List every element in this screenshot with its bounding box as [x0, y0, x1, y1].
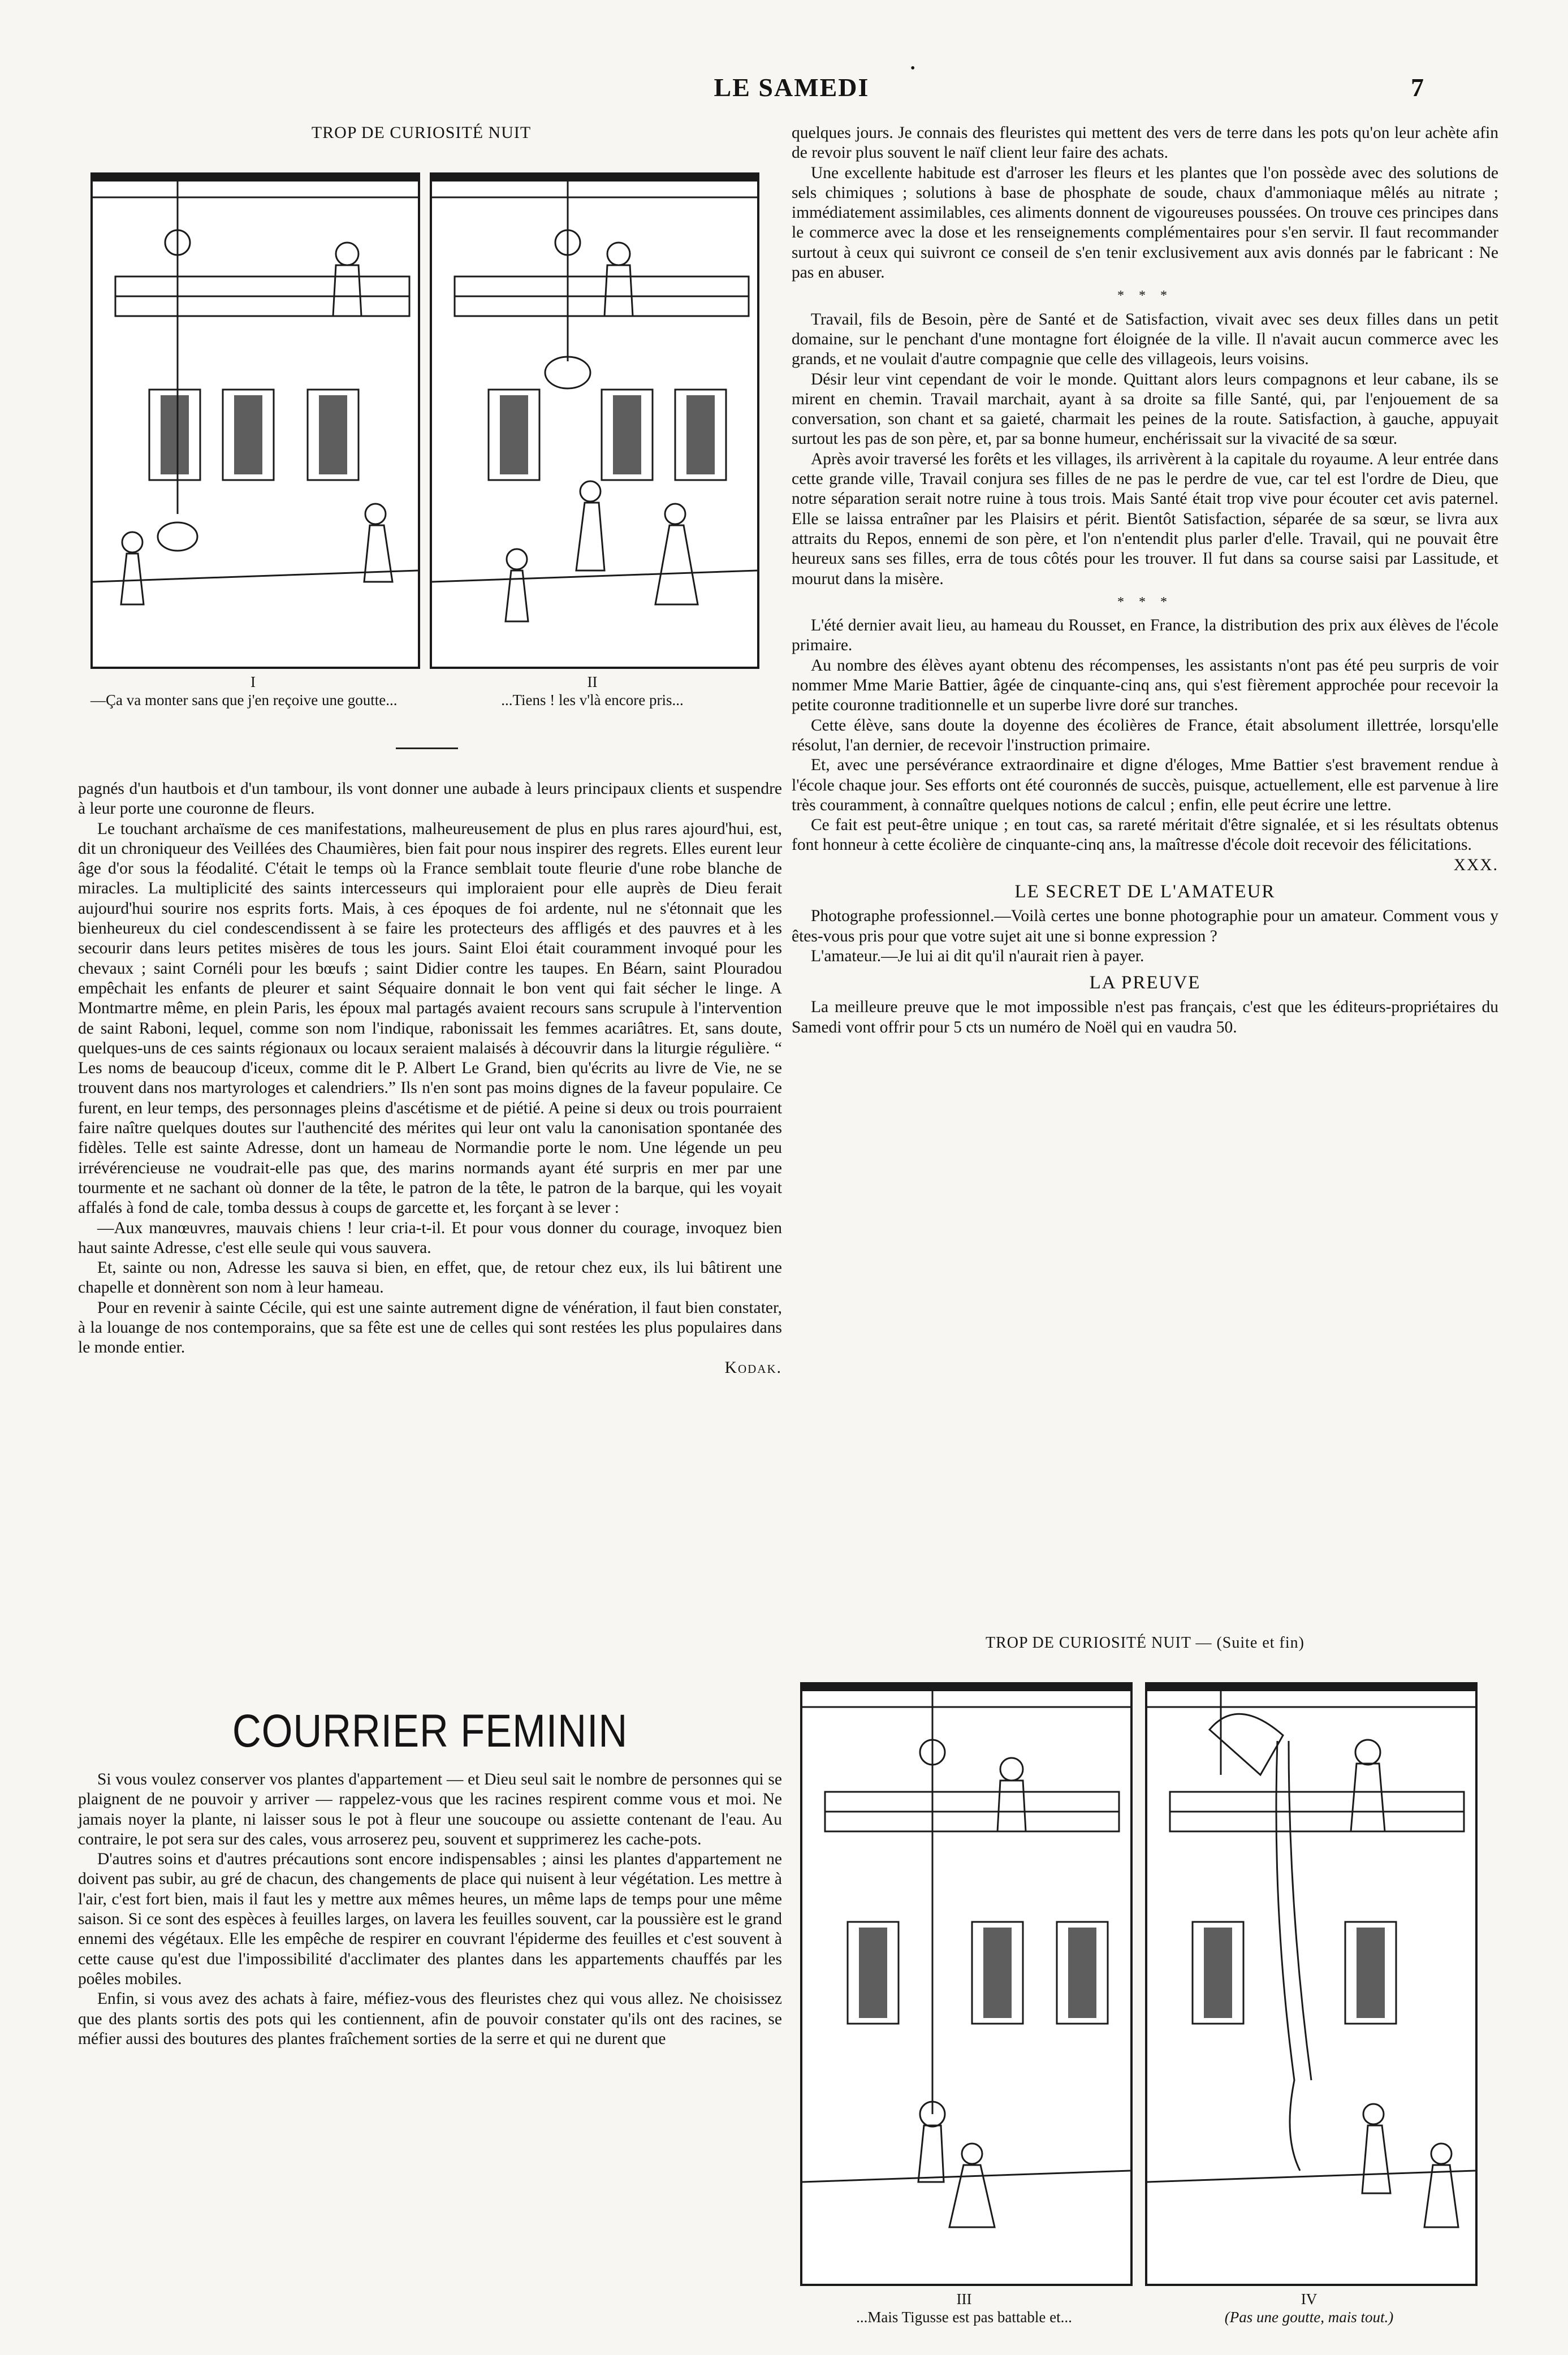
right-column-article [792, 123, 1498, 1038]
signature-kodak: Kodak. [724, 1358, 782, 1377]
comic-panel-3 [800, 1682, 1133, 2286]
dialogue-line: Photographe professionnel.—Voilà certes une bonne photographie pour un amateur. Comment vous y êtes-vous pris pour que votre sujet ait une si bonne expression ? [792, 907, 1498, 945]
comic-panel-4-illustration [1147, 1684, 1475, 2284]
panel-3-caption: ...Mais Tigusse est pas battable et... [856, 2309, 1072, 2326]
courrier-feminin-article [78, 1770, 782, 2049]
paragraph: Au nombre des élèves ayant obtenu des récompenses, les assistants n'ont pas été peu surpris de voir nommer Mme Marie Battier, âgée de cinquante-cinq ans, qui s'est fièrement approchée pour recevoir la petite couronne traditionnelle et un superbe livre doré sur tranches. [792, 656, 1498, 715]
panel-3-number: III [956, 2291, 972, 2308]
paragraph: Et, avec une persévérance extraordinaire et digne d'éloges, Mme Battier s'est bravement rendue à l'école chaque jour. Ses efforts ont été couronnés de succès, puisque, actuellement, elle est parvenue à lire très couramment, à connaître quelques notions de calcul ; enfin, elle peut écrire une lettre. [792, 756, 1498, 814]
courrier-feminin-heading: COURRIER FEMININ [232, 1705, 628, 1757]
panel-1-number: I [250, 673, 256, 690]
comic-panel-1 [90, 172, 420, 669]
comic-bottom-title: TROP DE CURIOSITÉ NUIT — (Suite et fin) [986, 1634, 1304, 1652]
comic-panel-2-illustration [432, 175, 757, 667]
comic-panel-1-illustration [93, 175, 418, 667]
paragraph: Le touchant archaïsme de ces manifestations, malheureusement de plus en plus rares ajourd'hui, est, dit un chroniqueur des Veillées des Chaumières, bien fait pour nous inspirer des regrets. Elles eurent leur âge d'or sous la féodalité. C'était le temps où la France semblait toute fleurie d'une robe blanche de miracles. La multiplicité des saints intercesseurs qui imploraient pour elle auprès de Dieu ferait aujourd'hui sourire nos esprits forts. Mais, à ces époques de foi ardente, nul ne s'étonnait que les bienheureux du ciel condescendissent à se faire les protecteurs des affligés et des pauvres et à les secourir dans leurs petites misères de tous les jours. Saint Eloi était couramment invoqué pour les chevaux ; saint Cornéli pour les bœufs ; saint Didier contre les taupes. En Béarn, saint Plouradou empêchait les enfants de pleurer et saint Séquaire donnait le bon vent qui fait sécher le linge. A Montmartre même, en plein Paris, les époux mal partagés avaient recours sans scrupule à l'intervention de saint Raboni, lequel, comme son nom l'indique, rabonissait les femmes acariâtres. Et, sans doute, quelques-uns de ces saints régionaux ou locaux seraient malaisés à découvrir dans la liturgie régulière. “ Les noms de beaucoup d'iceux, comme dit le P. Albert Le Grand, bien qu'écrits au livre de Vie, ne se trouvent dans nos martyrologes et calendriers.” Ils n'en sont pas moins dignes de la faveur populaire. Ce furent, en leur temps, des personnages pleins d'ascétisme et de piétié. A peine si deux ou trois pourraient faire naître quelques doutes sur l'authencité des mérites qui leur ont valu la canonisation spontanée des fidèles. Telle est sainte Adresse, dont un hameau de Normandie porte le nom. Une légende un peu irrévérencieuse ne voudrait-elle pas que, des marins normands ayant été surpris en mer par une tourmente et ne sachant où donner de la tête, le patron de la tête, le patron de la barque, qui les voyait affalés à fond de cale, tomba dessus à coups de garcette et, les forçant à se lever : [78, 819, 782, 1217]
panel-4-caption: (Pas une goutte, mais tout.) [1224, 2309, 1394, 2326]
left-column-article [78, 779, 782, 1378]
la-preuve-heading: LA PREUVE [1089, 973, 1201, 993]
paragraph: Cette élève, sans doute la doyenne des écolières de France, était absolument illettrée, lorsqu'elle résolut, l'an dernier, de recevoir l'instruction primaire. [792, 716, 1498, 754]
paragraph: L'été dernier avait lieu, au hameau du Rousset, en France, la distribution des prix aux élèves de l'école primaire. [792, 616, 1498, 655]
paragraph: Une excellente habitude est d'arroser les fleurs et les plantes que l'on possède avec des solutions de sels chimiques ; solutions à base de phosphate de soude, chaux d'ammoniaque mêlés au nitrate ; immédiatement assimilables, ces aliments donnent de vigoureuses poussées. On trouve ces principes dans le commerce avec la dose et les renseignements complémentaires pour s'en servir. Il faut recommander surtout à ceux qui suivront ce conseil de s'en tenir exclusivement aux avis donnés par le fabricant : Ne pas en abuser. [792, 163, 1498, 282]
paragraph: Désir leur vint cependant de voir le monde. Quittant alors leurs compagnons et leur cabane, ils se mirent en chemin. Travail marchait, ayant à sa droite sa fille Santé, qui, par l'enjouement de sa conversation, son chant et sa gaieté, charmait les peines de la route. Satisfaction, à gauche, appuyait surtout les pas de son père, et, par sa bonne humeur, enchérissait sur la vivacité de sa sœur. [792, 370, 1498, 448]
header-dot: • [910, 61, 915, 76]
dialogue-line: L'amateur.—Je lui ai dit qu'il n'aurait rien à payer. [811, 947, 1144, 965]
signature-xxx: XXX. [1453, 855, 1498, 874]
secret-amateur-heading: LE SECRET DE L'AMATEUR [1014, 881, 1276, 902]
divider-rule [396, 747, 458, 749]
paragraph: Et, sainte ou non, Adresse les sauva si bien, en effet, que, de retour chez eux, ils lui bâtirent une chapelle et donnèrent son nom à leur hameau. [78, 1259, 782, 1297]
paragraph: Travail, fils de Besoin, père de Santé et de Satisfaction, vivait avec ses deux filles dans un petit domaine, sur le penchant d'une montagne fort éloignée de la ville. Il n'avait aucun commerce avec les grands, et ne voulait d'autre compagnie que celle des villageois, leurs voisins. [792, 310, 1498, 369]
paragraph: D'autres soins et d'autres précautions sont encore indispensables ; ainsi les plantes d'appartement ne doivent pas subir, au gré de chacun, des changements de place qui nuisent à leur végétation. Les mettre à l'air, c'est fort bien, mais il faut les y mettre aux mêmes heures, un même laps de temps pour une même saison. Si ce sont des espèces à feuilles larges, on lavera les feuilles souvent, car la poussière est le grand ennemi des végétaux. Elle les empêche de respirer en couvrant l'épiderme des feuilles et c'est souvent à cette cause qu'est due l'impossibilité d'acclimater des plantes dans les appartements chauffés par les poêles mobiles. [78, 1850, 782, 1988]
comic-panel-2 [430, 172, 759, 669]
panel-2-number: II [587, 673, 598, 690]
panel-4-number: IV [1301, 2291, 1318, 2308]
paragraph: pagnés d'un hautbois et d'un tambour, ils vont donner une aubade à leurs principaux clients et suspendre à leur porte une couronne de fleurs. [78, 780, 782, 818]
page-number: 7 [1411, 73, 1424, 102]
paragraph: Pour en revenir à sainte Cécile, qui est une sainte autrement digne de vénération, il faut bien constater, à la louange de nos contemporains, que sa fête est une de celles qui sont restées les plus populaires dans le monde entier. [78, 1298, 782, 1357]
comic-panel-4 [1145, 1682, 1478, 2286]
comic-panel-3-illustration [802, 1684, 1130, 2284]
paragraph: Ce fait est peut-être unique ; en tout cas, sa rareté méritait d'être signalée, et si les résultats obtenus font honneur à cette écolière de cinquante-cinq ans, la maîtresse d'école doit recevoir des félicitations. [792, 816, 1498, 854]
panel-2-caption: ...Tiens ! les v'là encore pris... [501, 692, 684, 708]
paragraph: —Aux manœuvres, mauvais chiens ! leur cria-t-il. Et pour vous donner du courage, invoquez bien haut sainte Adresse, c'est elle seule qui vous sauvera. [78, 1218, 782, 1257]
section-stars: * * * [1117, 594, 1173, 610]
paragraph: Si vous voulez conserver vos plantes d'appartement — et Dieu seul sait le nombre de personnes qui se plaignent de ne pouvoir y arriver — rappelez-vous que les racines respirent comme vous et moi. Ne jamais noyer la plante, ni laisser sous le pot à fleur une soucoupe ou assiette contenant de l'eau. Au contraire, le pot sera sur des cales, vous arroserez peu, souvent et supprimerez les cache-pots. [78, 1770, 782, 1848]
paragraph: La meilleure preuve que le mot impossible n'est pas français, c'est que les éditeurs-propriétaires du Samedi vont offrir pour 5 cts un numéro de Noël qui en vaudra 50. [792, 998, 1498, 1036]
page-header [0, 0, 1568, 107]
paragraph: quelques jours. Je connais des fleuristes qui mettent des vers de terre dans les pots qu'on leur achète afin de revoir plus souvent le naïf client leur faire des achats. [792, 124, 1498, 162]
comic-top-title: TROP DE CURIOSITÉ NUIT [311, 123, 532, 142]
publication-title: LE SAMEDI [714, 73, 870, 102]
paragraph: Après avoir traversé les forêts et les villages, ils arrivèrent à la capitale du royaume. A leur entrée dans cette grande ville, Travail conjura ses filles de ne pas le perdre de vue, car tel est l'ordre de Dieu, que notre séparation serait notre ruine à tous trois. Mais Santé était trop vive pour écouter cet avis paternel. Elle se laissa entraîner par les Plaisirs et périt. Bientôt Satisfaction, séparée de sa sœur, se livra aux attraits du Repos, ennemi de son père, et l'on n'entendit plus parler d'elle. Travail, qui ne pouvait être heureux sans ses filles, erra de tous côtés pour les trouver. Il fut dans sa course saisi par Lassitude, et mourut dans la misère. [792, 450, 1498, 588]
panel-1-caption: —Ça va monter sans que j'en reçoive une goutte... [90, 692, 398, 708]
section-stars: * * * [1117, 288, 1173, 304]
paragraph: Enfin, si vous avez des achats à faire, méfiez-vous des fleuristes chez qui vous allez. Ne choisissez que des plants sortis des pots qui les contiennent, afin de pouvoir constater qu'ils ont des racines, se méfier aussi des boutures des plantes fraîchement sorties de la serre et qui ne durent que [78, 1990, 782, 2048]
